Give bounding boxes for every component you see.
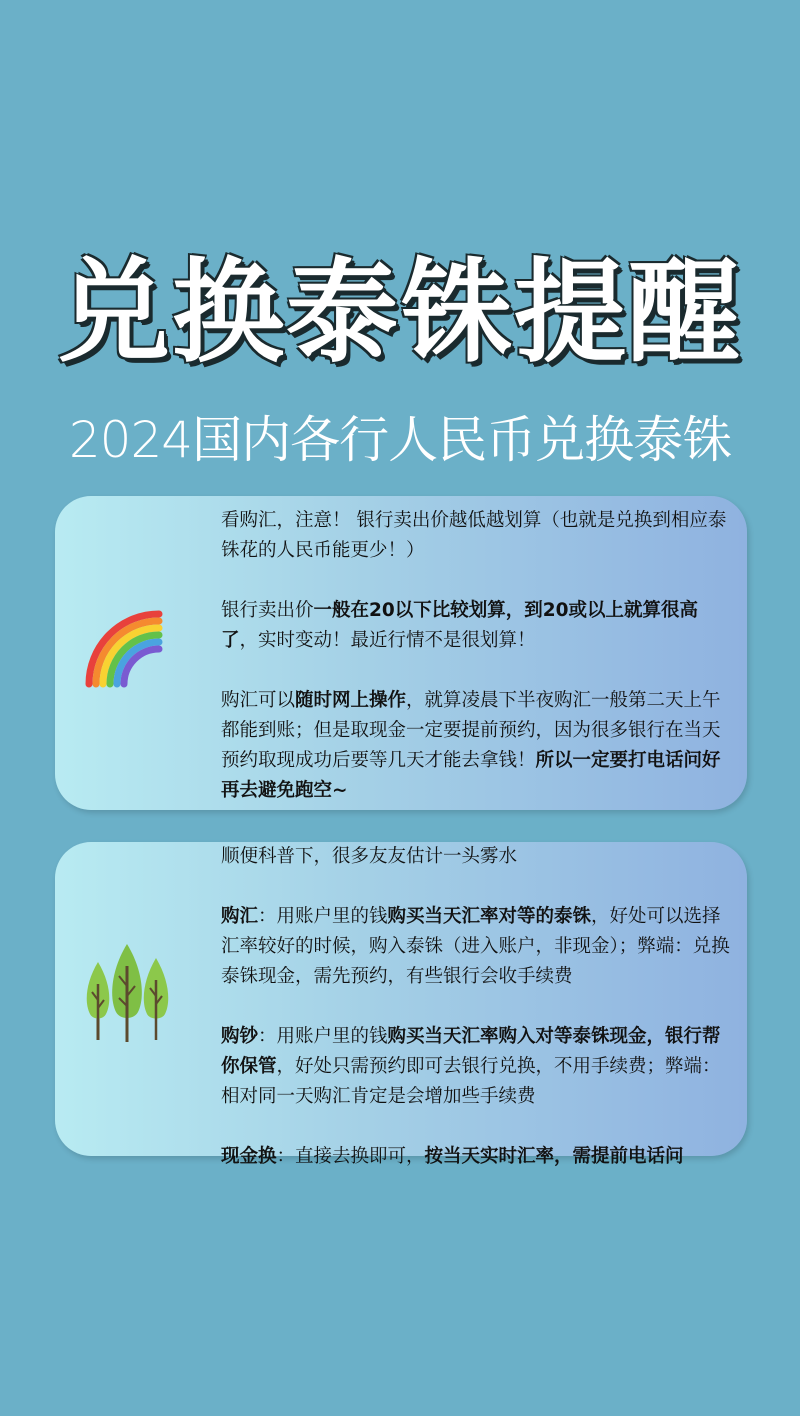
info-card-explanation bbox=[55, 842, 747, 1167]
bold-text: 现金换 bbox=[221, 1146, 277, 1167]
text: 银行卖出价 bbox=[221, 600, 314, 621]
card-text bbox=[221, 506, 733, 806]
bold-text: 购买当天汇率对等的泰铢 bbox=[387, 906, 592, 927]
card-text bbox=[221, 842, 733, 1172]
rainbow-icon bbox=[81, 604, 171, 694]
bold-text: 购买当天汇率购入对等泰铢现金，银行帮你保管 bbox=[221, 1026, 721, 1077]
trees-icon bbox=[81, 942, 173, 1044]
text: ：直接去换即可， bbox=[276, 1146, 425, 1167]
text: ，就算凌晨下半夜购汇一般第二天上午都能到账；但是取现金一定要提前预约，因为很多银行在当天预约取现成功后要等几天才能去拿钱！ bbox=[221, 690, 721, 771]
bold-text: 购钞 bbox=[221, 1026, 259, 1047]
text: ：用账户里的钱 bbox=[258, 906, 388, 927]
paragraph bbox=[221, 1142, 733, 1172]
paragraph: 看购汇，注意！ 银行卖出价越低越划算（也就是兑换到相应泰铢花的人民币能更少！） bbox=[221, 510, 727, 561]
bold-text: 所以一定要打电话问好再去避免跑空~ bbox=[221, 750, 721, 801]
info-card-purchase-tips bbox=[55, 496, 747, 810]
bold-text: 按当天实时汇率，需提前电话问 bbox=[424, 1146, 684, 1167]
paragraph bbox=[221, 902, 733, 992]
bold-text: 购汇 bbox=[221, 906, 259, 927]
paragraph: 顺便科普下，很多友友估计一头雾水 bbox=[221, 846, 518, 867]
page-title: 兑换泰铢提醒 bbox=[58, 248, 742, 378]
bold-text: 随时网上操作 bbox=[295, 690, 407, 711]
paragraph bbox=[221, 686, 733, 806]
text: 购汇可以 bbox=[221, 690, 296, 711]
paragraph bbox=[221, 596, 733, 656]
text: ，好处只需预约即可去银行兑换，不用手续费；弊端：相对同一天购汇肯定是会增加些手续费 bbox=[221, 1056, 721, 1107]
text: ：用账户里的钱 bbox=[258, 1026, 388, 1047]
text: ，实时变动！最近行情不是很划算！ bbox=[239, 630, 536, 651]
text: ，好处可以选择汇率较好的时候，购入泰铢（进入账户，非现金）；弊端：兑换泰铢现金，需先预约，有些银行会收手续费 bbox=[221, 906, 730, 987]
page-subtitle: 2024国内各行人民币兑换泰铢 bbox=[68, 411, 732, 469]
paragraph bbox=[221, 1022, 733, 1112]
bold-text: 一般在20以下比较划算，到20或以上就算很高了 bbox=[221, 600, 699, 651]
